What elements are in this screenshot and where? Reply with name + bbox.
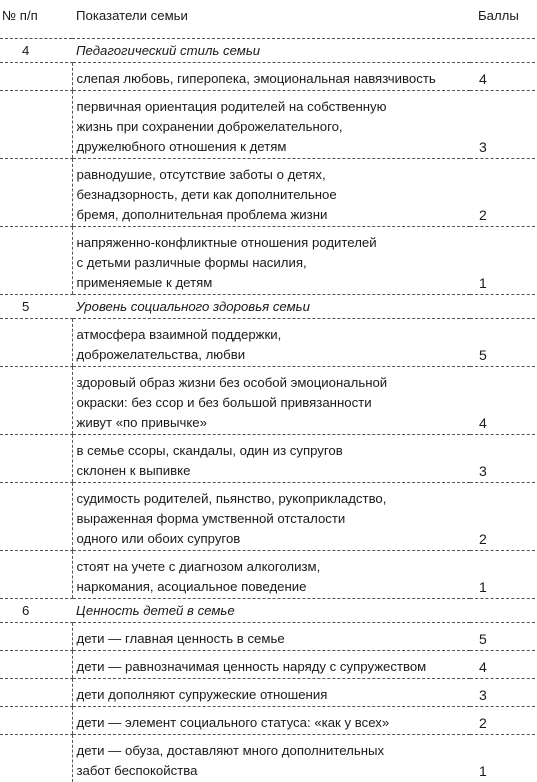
section-title: Ценность детей в семье — [72, 599, 535, 623]
indicator-number-cell — [0, 623, 72, 651]
section-title: Уровень социального здоровья семьи — [72, 295, 535, 319]
header-name: Показатели семьи — [72, 0, 470, 39]
indicator-text: равнодушие, отсутствие заботы о детях, безнадзорность, дети как дополнительное бремя, дополнительная проблема жизни — [72, 159, 470, 227]
section-row — [0, 39, 535, 63]
indicator-number-cell — [0, 63, 72, 91]
indicator-number-cell — [0, 551, 72, 599]
indicator-text: атмосфера взаимной поддержки, доброжелательства, любви — [72, 319, 470, 367]
indicator-number-cell — [0, 679, 72, 707]
indicator-number-cell — [0, 367, 72, 435]
indicator-row — [0, 91, 535, 159]
indicator-text: напряженно-конфликтные отношения родителей с детьми различные формы насилия, применяемые к детям — [72, 227, 470, 295]
indicator-text: дети — равнозначимая ценность наряду с супружеством — [72, 651, 470, 679]
indicator-row — [0, 319, 535, 367]
indicator-score: 3 — [470, 679, 535, 707]
indicator-number-cell — [0, 319, 72, 367]
table-header — [0, 0, 535, 39]
indicator-number-cell — [0, 91, 72, 159]
indicator-row — [0, 63, 535, 91]
indicator-score: 3 — [470, 435, 535, 483]
section-title: Педагогический стиль семьи — [72, 39, 535, 63]
header-score: Баллы — [470, 0, 535, 39]
indicator-score: 2 — [470, 707, 535, 735]
indicator-row — [0, 159, 535, 227]
table-body — [0, 39, 535, 782]
indicator-text: здоровый образ жизни без особой эмоциональной окраски: без ссор и без большой привязанности живут «по привычке» — [72, 367, 470, 435]
indicator-score: 1 — [470, 227, 535, 295]
indicator-number-cell — [0, 651, 72, 679]
indicator-row — [0, 707, 535, 735]
indicator-row — [0, 651, 535, 679]
indicator-score: 4 — [470, 367, 535, 435]
header-num: № п/п — [0, 0, 72, 39]
indicator-score: 5 — [470, 623, 535, 651]
section-row — [0, 599, 535, 623]
indicator-text: в семье ссоры, скандалы, один из супругов склонен к выпивке — [72, 435, 470, 483]
section-row — [0, 295, 535, 319]
indicator-text: слепая любовь, гиперопека, эмоциональная навязчивость — [72, 63, 470, 91]
indicator-number-cell — [0, 227, 72, 295]
indicator-score: 5 — [470, 319, 535, 367]
section-number: 4 — [0, 39, 72, 63]
indicator-score: 4 — [470, 651, 535, 679]
indicator-score: 1 — [470, 735, 535, 782]
indicator-number-cell — [0, 435, 72, 483]
indicator-score: 3 — [470, 91, 535, 159]
indicator-row — [0, 435, 535, 483]
indicator-text: первичная ориентация родителей на собственную жизнь при сохранении доброжелательного, дружелюбного отношения к детям — [72, 91, 470, 159]
indicator-number-cell — [0, 707, 72, 735]
indicator-text: дети — главная ценность в семье — [72, 623, 470, 651]
indicator-score: 2 — [470, 483, 535, 551]
indicator-text: дети дополняют супружеские отношения — [72, 679, 470, 707]
indicator-score: 2 — [470, 159, 535, 227]
indicator-number-cell — [0, 159, 72, 227]
indicator-text: судимость родителей, пьянство, рукоприкладство, выраженная форма умственной отсталости одного или обоих супругов — [72, 483, 470, 551]
indicator-row — [0, 679, 535, 707]
section-number: 5 — [0, 295, 72, 319]
indicator-row — [0, 367, 535, 435]
indicator-text: стоят на учете с диагнозом алкоголизм, наркомания, асоциальное поведение — [72, 551, 470, 599]
indicator-number-cell — [0, 483, 72, 551]
indicator-score: 4 — [470, 63, 535, 91]
indicator-row — [0, 623, 535, 651]
section-number: 6 — [0, 599, 72, 623]
indicator-text: дети — обуза, доставляют много дополнительных забот беспокойства — [72, 735, 470, 782]
indicator-row — [0, 735, 535, 782]
indicator-row — [0, 551, 535, 599]
indicator-score: 1 — [470, 551, 535, 599]
indicator-text: дети — элемент социального статуса: «как у всех» — [72, 707, 470, 735]
indicator-row — [0, 227, 535, 295]
indicator-row — [0, 483, 535, 551]
indicator-number-cell — [0, 735, 72, 782]
